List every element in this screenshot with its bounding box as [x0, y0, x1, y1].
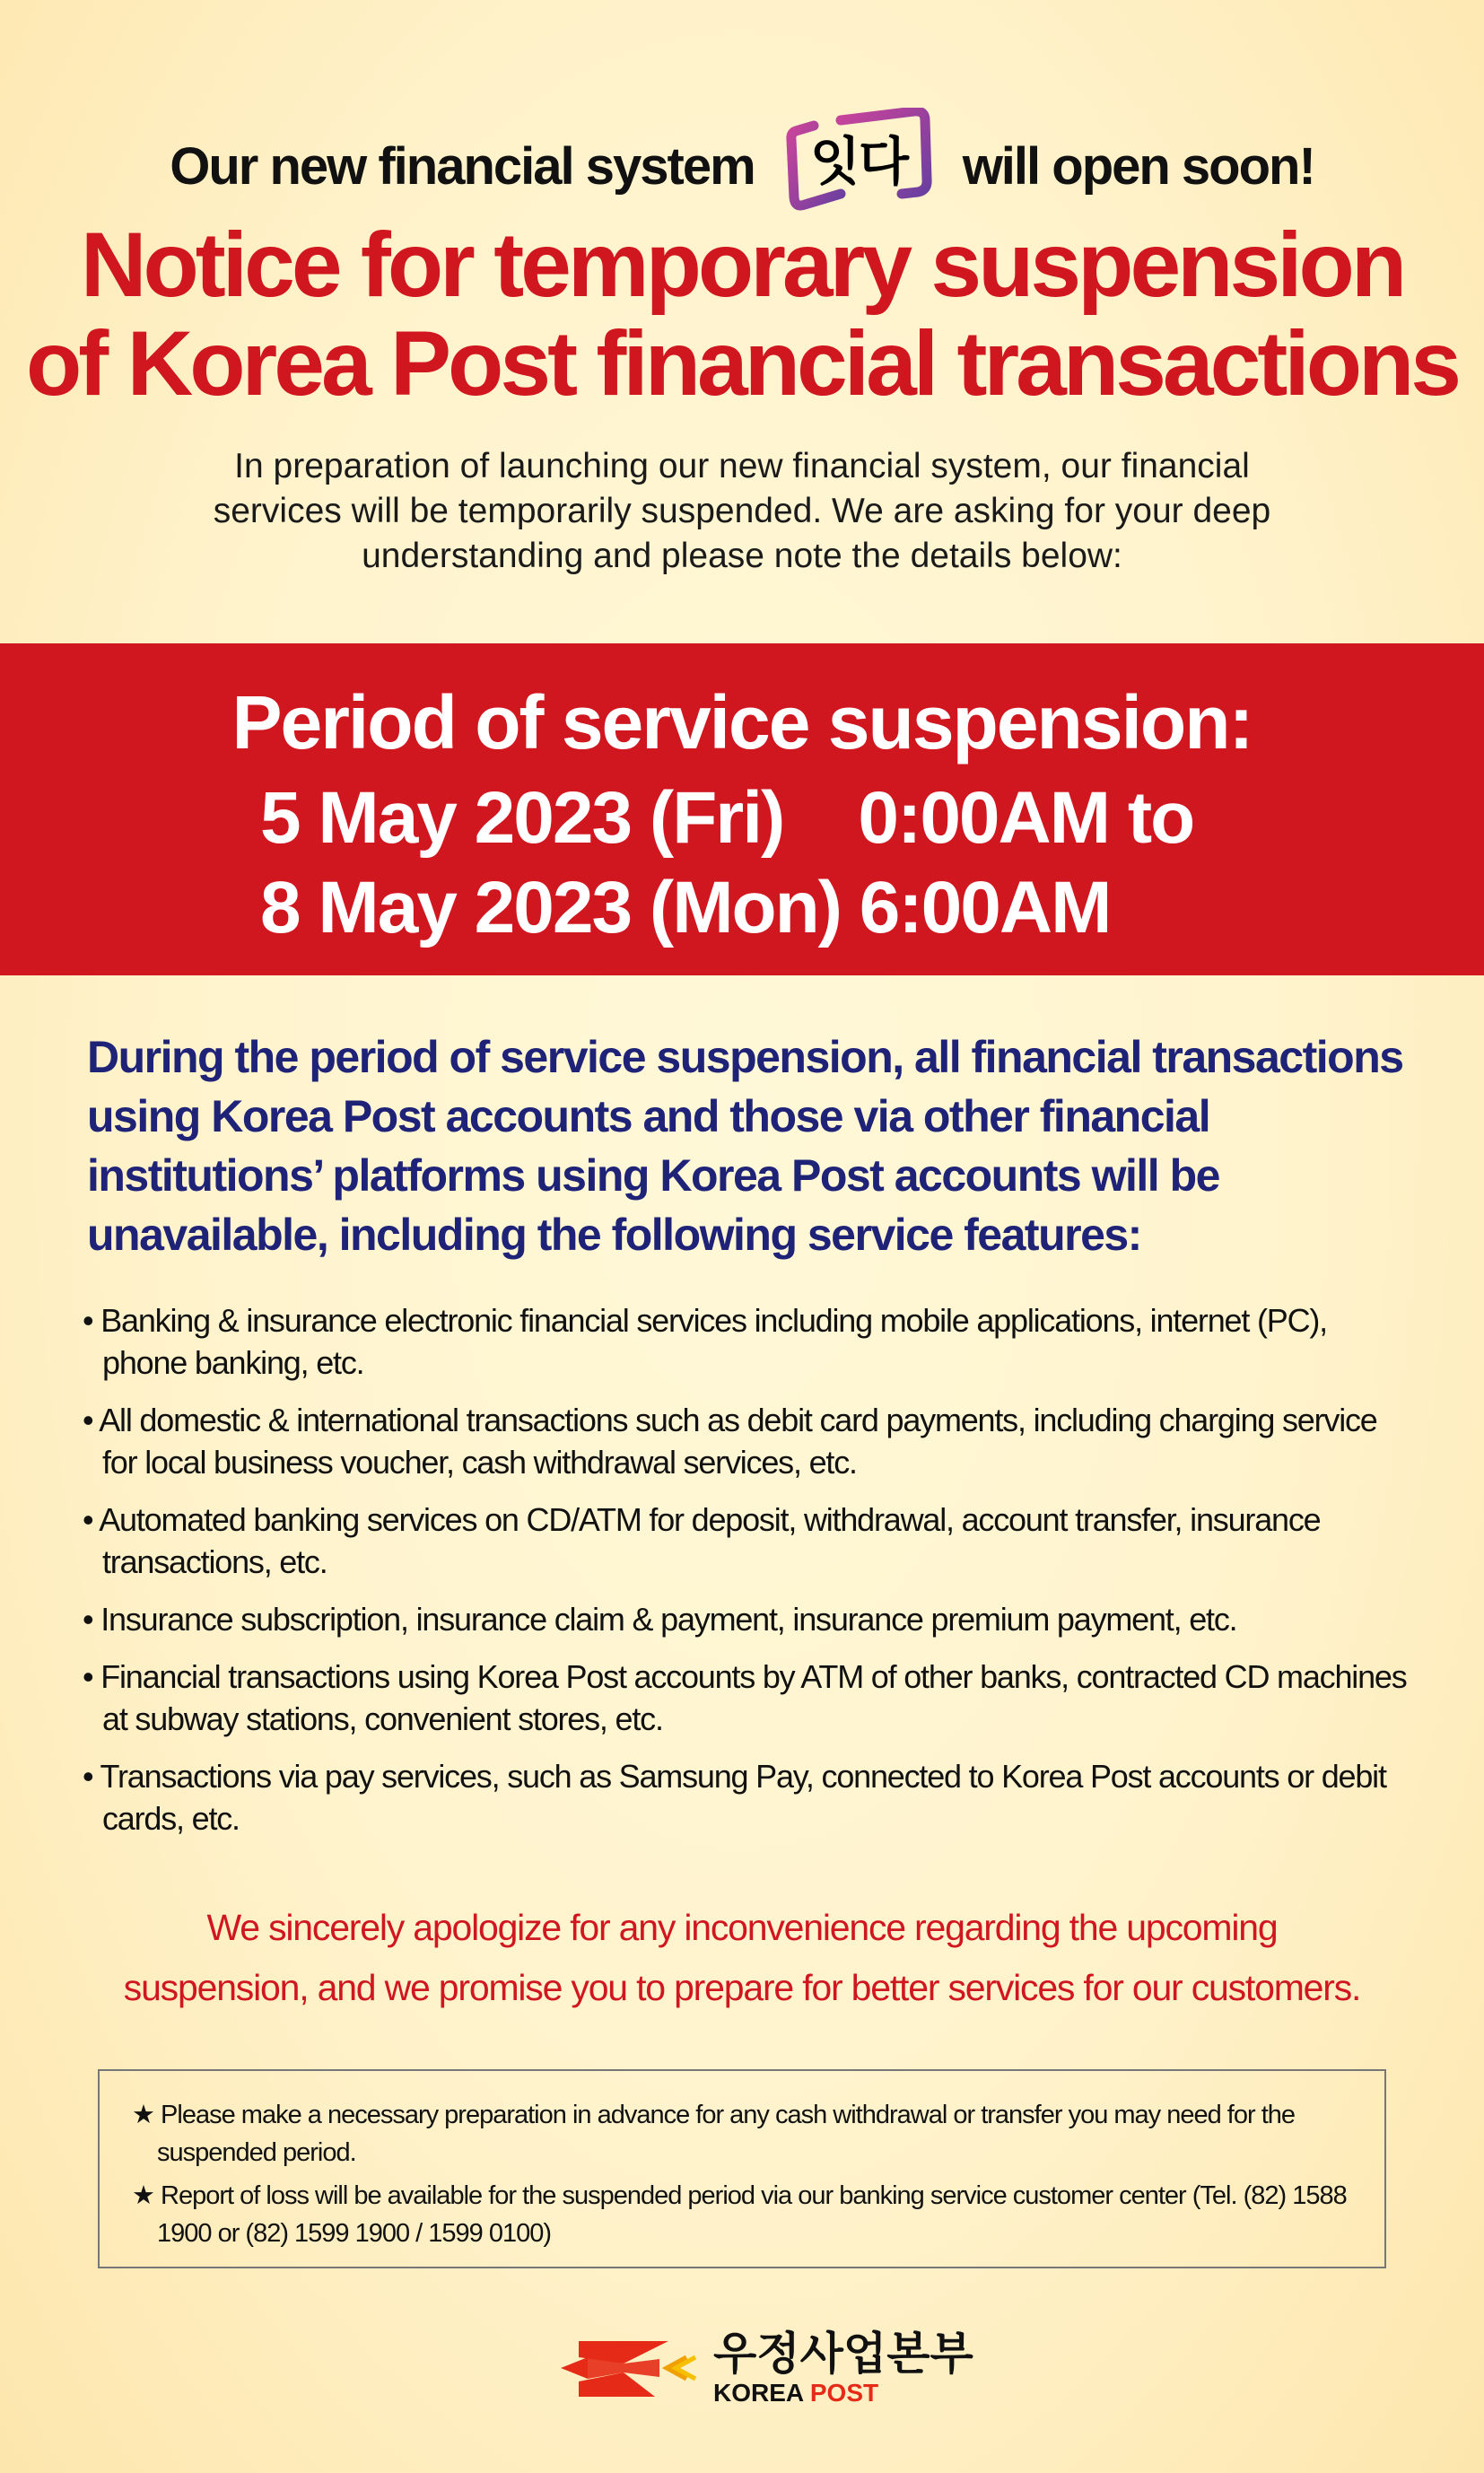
- period-end: 8 May 2023 (Mon) 6:00AM: [260, 867, 1111, 948]
- list-item: • Financial transactions using Korea Post accounts by ATM of other banks, contracted CD machines at subway stations, convenient stores, etc.: [83, 1658, 1407, 1737]
- korea-post-emblem-icon: [561, 2332, 704, 2404]
- itda-logo-text: 잇다: [809, 131, 907, 192]
- note-item: ★ Please make a necessary preparation in advance for any cash withdrawal or transfer you may need for the suspended period.: [132, 2101, 1296, 2167]
- affected-services-list: [83, 1299, 1410, 1855]
- page-title: [0, 215, 1484, 413]
- apology-message: [0, 1898, 1484, 2018]
- header-text-after: will open soon!: [962, 136, 1314, 196]
- suspension-period-banner: [0, 643, 1484, 975]
- list-item: • All domestic & international transactions such as debit card payments, including charging service for local business voucher, cash withdrawal services, etc.: [83, 1402, 1377, 1481]
- note-item: ★ Report of loss will be available for the suspended period via our banking service customer center (Tel. (82) 1588 1900 or (82) 1599 1900 / 1599 0100): [132, 2181, 1347, 2248]
- intro-paragraph: [0, 444, 1484, 579]
- logo-korea-text: KOREA: [713, 2379, 804, 2407]
- list-item: • Insurance subscription, insurance claim & payment, insurance premium payment, etc.: [83, 1601, 1237, 1638]
- notes-box: [98, 2069, 1386, 2268]
- scope-paragraph: During the period of service suspension, all financial transactions using Korea Post accounts and those via other financial institutions’ platforms using Korea Post accounts will be unavailable, including the following service features:: [87, 1032, 1403, 1260]
- period-start: 5 May 2023 (Fri) 0:00AM to: [260, 777, 1194, 859]
- title-line: of Korea Post financial transactions: [25, 312, 1459, 415]
- apology-line: suspension, and we promise you to prepare for better services for our customers.: [123, 1967, 1361, 2008]
- korea-post-logo: [561, 2329, 973, 2407]
- intro-line: In preparation of launching our new financial system, our financial: [234, 447, 1250, 485]
- apology-line: We sincerely apologize for any inconvenience regarding the upcoming: [206, 1907, 1278, 1948]
- period-heading: Period of service suspension:: [231, 680, 1253, 765]
- list-item: • Banking & insurance electronic financial services including mobile applications, internet (PC), phone banking, etc.: [83, 1302, 1327, 1381]
- intro-line: understanding and please note the details below:: [362, 537, 1122, 575]
- list-item: • Transactions via pay services, such as Samsung Pay, connected to Korea Post accounts or debit cards, etc.: [83, 1758, 1386, 1837]
- announcement-header: [0, 108, 1484, 224]
- header-text-before: Our new financial system: [170, 136, 755, 196]
- logo-post-text: POST: [809, 2379, 879, 2407]
- list-item: • Automated banking services on CD/ATM for deposit, withdrawal, account transfer, insurance transactions, etc.: [83, 1501, 1321, 1580]
- logo-korean-text: 우정사업본부: [713, 2329, 973, 2379]
- itda-logo: [778, 108, 939, 224]
- title-line: Notice for temporary suspension: [80, 214, 1404, 316]
- intro-line: services will be temporarily suspended. We are asking for your deep: [213, 492, 1271, 530]
